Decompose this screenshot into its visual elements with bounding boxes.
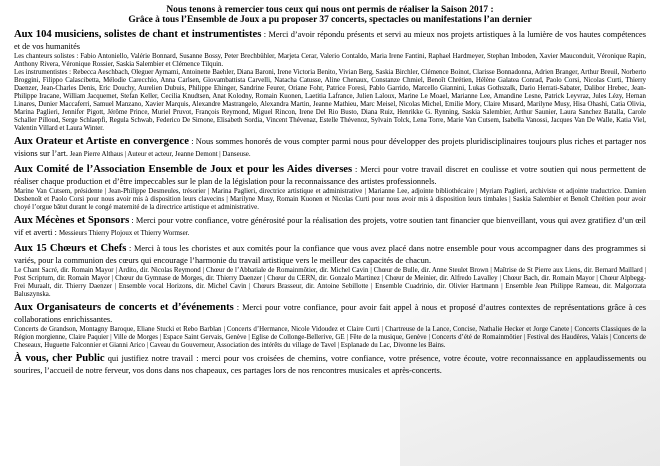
section-body: : Merci à tous les choristes et aux comités pour la confiance que vous avez placé dans notre ensemble pour vous accompagner dans des programmes si variés, pour la communion des cœurs qui encourage l’harmonie du travail artistique vers le meilleur des capacités de chacun.: [14, 243, 646, 265]
section-heading: Aux Comité de l’Association Ensemble de Joux et pour les Aides diverses: [14, 163, 353, 175]
chanteurs-list: Les chanteurs solistes : Fabio Antoniello, Valérie Bonnard, Susanne Bossy, Peter Brechbühler, Marjeta Cerar, Valerio Contaldo, Maria Irene Fantini, Raphael Hardmeyer, Stephan Imboden, Xavier Mauconduit, Véronique Rapin, Anthony Rivera, Véronique Rossier, Saskia Salembier et Clémence Tilquin.: [14, 52, 646, 68]
section-names: Concerts de Grandson, Montagny Baroque, Eliane Stucki et Rebo Barblan | Concerts d’Hermance, Nicole Vidoudez et Claire Curti | Chartreuse de la Lance, Concise, Nathalie Hecker et Jorge Canete | Concerts Classiques de la Région morgienne, Claire Paquier | Ville de Morges | Espace Saint Gervais, Genève | Eglise de Collonge-Bellerive, GE | Fête de la musique, Genève | Concerts d’été de Romainmôtier | Festival des Haudères, Valais | Concerts de Cheseaux, Huguette Falconnier et Gianni Arico | Caveau du Gouverneur, Association des intérêts du village de Tavel | Esplanade du Lac, Divonne les Bains.: [14, 325, 646, 349]
section-heading: Aux Orateur et Artiste en convergence: [14, 135, 189, 147]
header-line-2: Grâce à tous l’Ensemble de Joux a pu proposer 37 concerts, spectacles ou manifestations l’an dernier: [128, 15, 532, 26]
section-body: : Merci pour votre confiance, pour avoir fait appel à nous et proposé d’autres contextes de représentations grâce à ces collaborations enrichissantes.: [14, 302, 646, 324]
section-body: : Merci pour votre confiance, votre générosité pour la réalisation des projets, votre soutien tant financier que bienveillant, vous qui avez gratifiez d’un œil vif et averti :: [14, 215, 646, 237]
section-names: Jean Pierre Althaus | Auteur et acteur, Jeanne Demont | Danseuse.: [68, 150, 251, 158]
section-body: : Merci pour votre travail discret en coulisse et votre soutien qui nous permettent de réaliser chaque production et d’être impeccables sur le plan de la législation pour la reconnaissance des artistes professionnels.: [14, 164, 646, 186]
section-solistes: [14, 29, 646, 133]
document-body: [14, 5, 646, 377]
section-names: Marine Van Cutsem, présidente | Jean-Philippe Desmeules, trésorier | Marina Paglieri, directrice artistique et administrative | Marianne Lee, adjointe bibliothécaire | Myriam Paglieri, archiviste et adjointe traductrice. Damien Desbenoît et Paolo Corsi pour nous avoir mis à disposition leurs clavecins | Marilyne Musy, Romain Kuonen et Nicolas Curti pour nous avoir mis à disposition leurs timbales | Saskia Salembier et Benoît Chrétien pour avoir choyé l’orgue bâtut durant le congé maternité de la directrice artistique et administrative.: [14, 187, 646, 211]
section-body: qui justifiez notre travail : merci pour vos croisées de chemins, votre confiance, votre présence, votre écoute, votre reconnaissance en applaudissements ou sourires, l’accueil de notre ferveur, vos dons dans nos chapeaux, ces partages lors de nos rencontres musicales et après-concerts.: [14, 353, 646, 375]
section-heading: Aux Organisateurs de concerts et d’événements: [14, 301, 234, 313]
section-heading: Aux 15 Chœurs et Chefs: [14, 242, 127, 254]
section-public: [14, 353, 646, 377]
section-heading: À vous, cher Public: [14, 352, 105, 364]
section-choeurs: [14, 243, 646, 299]
header-line-1: Nous tenons à remercier tous ceux qui nous ont permis de réaliser la Saison 2017 :: [166, 5, 494, 15]
section-names: Messieurs Thierry Plojoux et Thierry Wormser.: [58, 229, 190, 237]
section-names: Le Chant Sacré, dir. Romain Mayor | Ardito, dir. Nicolas Reymond | Chœur de l’Abbatiale de Romainmôtier, dir. Michel Cavin | Chœur de Bulle, dir. Anne Steulet Brown | Maîtrise de St Pierre aux Liens, dir. Bernard Maillard | Post Scriptum, dir. Romain Mayor | Chœur du Gymnase de Morges, dir. Thierry Daenzer | Chœur du CERN, dir. Gonzalo Martinez | Chœur de Meinier, dir. Alfredo Lavalley | Chœur Bach, dir. Romain Mayor | Chœur Alpbegg-Frei Muraalt, dir. Thierry Daenzer | Ensemble vocal Horizons, dir. Michel Cavin | Chœurs Brasseur, dir. Antoine Sebillotte | Ensemble Cuadrinio, dir. Olivier Hartmann | Ensemble Jean Philippe Rameau, dir. Malgorzata Baluszynska.: [14, 266, 646, 298]
section-organisateurs: [14, 302, 646, 350]
section-heading: Aux Mécènes et Sponsors: [14, 214, 130, 226]
instrumentistes-list: Les instrumentistes : Rebecca Aeschbach, Oleguer Aymami, Antoinette Baehler, Diana Baroni, Irene Victoria Benito, Vivian Berg, Saskia Birchler, Clémence Boinot, Clarisse Bonnadonna, Adrien Branger, Arthur Breuil, Norberto Broggini, Filippo Calascibetta, Mélodie Carecchio, Anna Carlsen, Giovambattista Carvelli, Natacha Catusse, Aline Chenaux, Constanze Chmiel, Benoît Chrétien, Hélène Galatea Conrad, Paolo Corsi, Nicolas Curti, Thierry Daenzer, Jean-Charles Denis, Eric Douchy, Aurelien Dubuis, Philippe Ehinger, Sandrine Feurer, Oriane Fohr, Patrice Foresi, Pablo Garrido, Marcello Giannini, Lukas Gothszalk, Dario Herrati-Sabater, Dalibor Hrebec, Jean-Philippe Iracane, William Jacquemet, Stefan Keller, Cecilia Knudtsen, Anat Kolodny, Romain Kuonen, Laetitia Lafrance, Julien Laloux, Marine Le Moael, Marianne Lee, Amandine Lesne, Patrick Leyvraz, Jules Lézy, Hernan Linares, Dunier Maccaferri, Samuel Manzano, Xavier Marquis, Alexandre Mastrangelo, Alexandra Martin, Jeanne Mathieu, Marc Meisel, Nicolas Michel, Emilie Mory, Claire Musard, Marilyne Musy, Hisa Ohashi, Catia Olivia, Marina Paglieri, Jennifer Pigott, Jérôme Prince, Muriel Pruvot, François Reymond, Miguel Rincon, Irene Del Rio Busto, Diana Ruiz, Henrikke G. Rynning, Saskia Salembier, Arthur Saunier, Laura Sanchez Batalla, Carole Schaller Pilloud, Serge Schlaepfi, Regula Schwab, Federico De Simone, Elisabeth Sordia, Vincent Thévenaz, Estelle Thévenoz, Sylvain Tolck, Lena Torre, Marie Van Cutsem, Isabella Vanossi, Jacques Van De Walle, Katia Viel, Valentin Villard et Laura Winter.: [14, 68, 646, 132]
section-heading: Aux 104 musiciens, solistes de chant et instrumentistes: [14, 28, 262, 40]
section-orateur: [14, 136, 646, 161]
section-body: : Nous sommes honorés de vous compter parmi nous pour développer des projets pluridisciplinaires toujours plus riches et partager nos visions sur l’art.: [14, 136, 646, 158]
section-comite: [14, 164, 646, 212]
header: [14, 5, 646, 26]
section-mecenes: [14, 215, 646, 240]
section-intro: : Merci d’avoir répondu présents et servi au mieux nos projets artistiques à la lumière de vos hautes compétences et de vos humanités: [14, 29, 647, 51]
